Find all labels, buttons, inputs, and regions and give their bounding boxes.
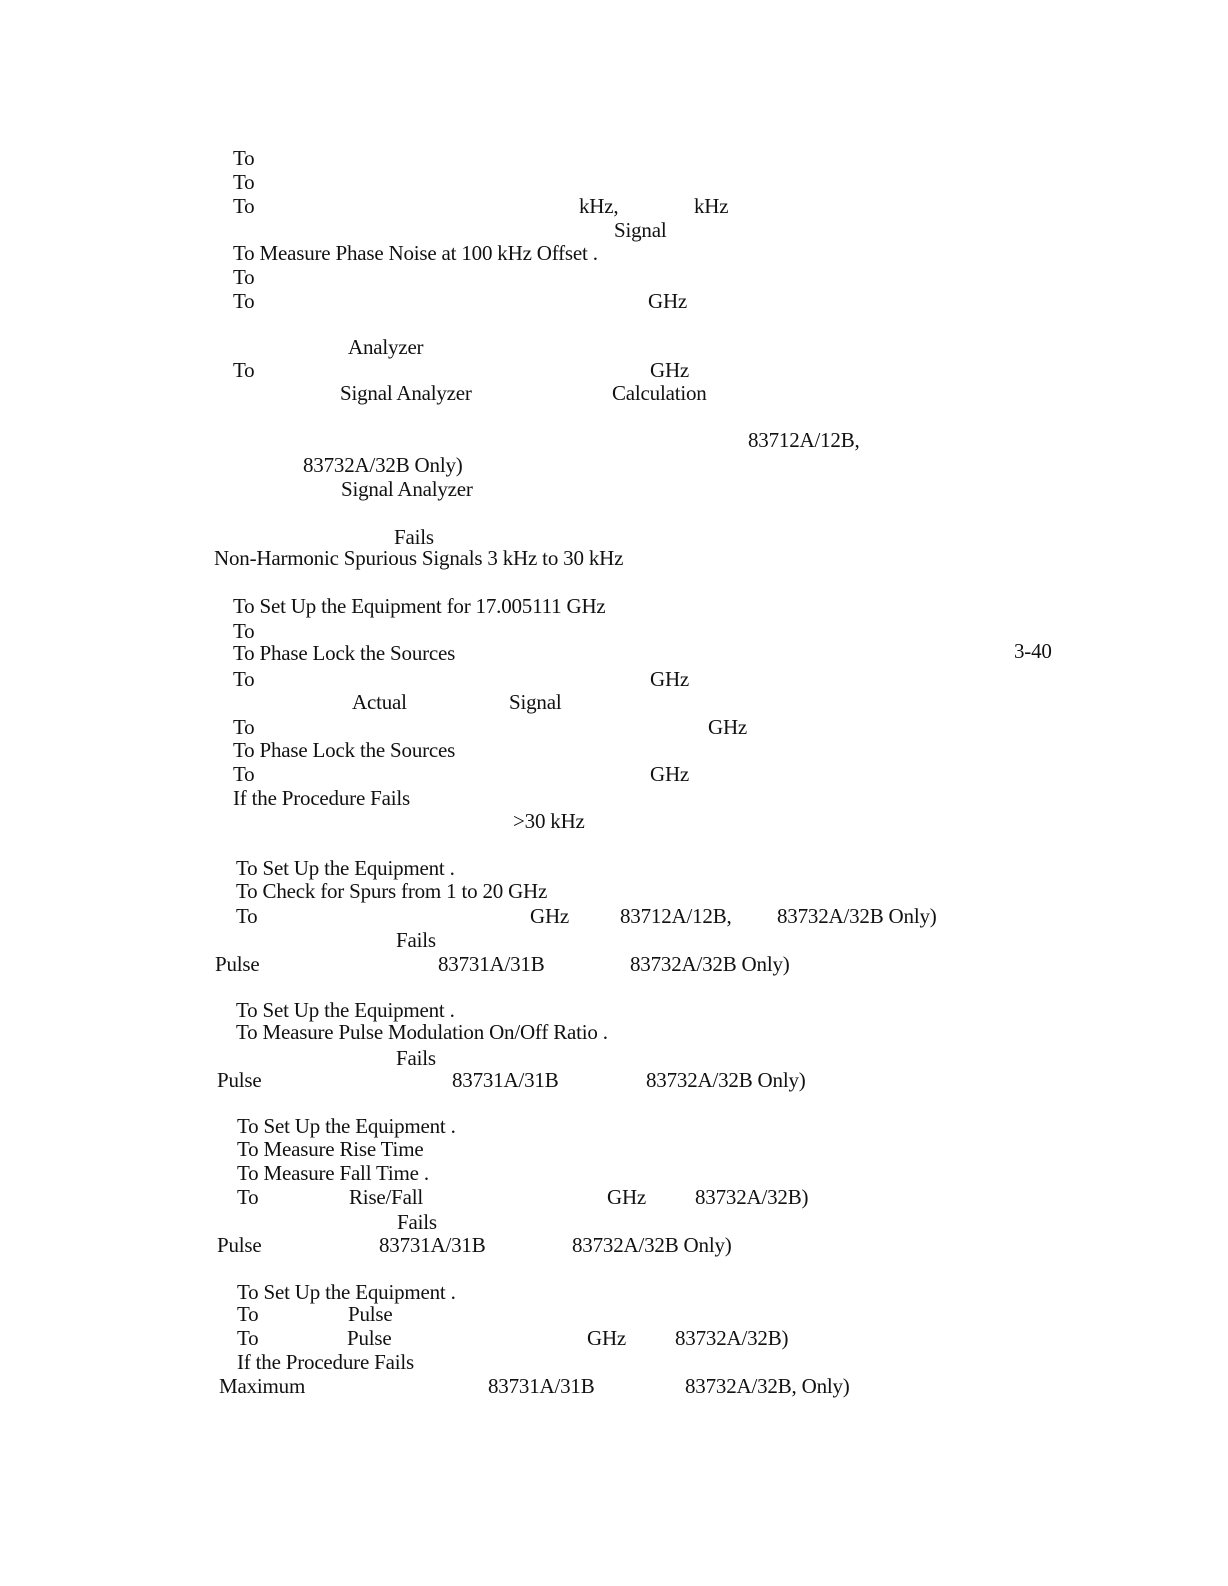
toc-text: To bbox=[237, 1185, 259, 1209]
toc-text: Fails bbox=[396, 928, 436, 952]
toc-text: To Set Up the Equipment . bbox=[236, 856, 455, 880]
toc-text: To bbox=[233, 619, 255, 643]
toc-text: 83732A/32B Only) bbox=[303, 453, 463, 477]
toc-text: To Set Up the Equipment . bbox=[236, 998, 455, 1022]
toc-text: To bbox=[233, 194, 255, 218]
toc-text: 83731A/31B bbox=[438, 952, 545, 976]
toc-text: 83731A/31B bbox=[452, 1068, 559, 1092]
toc-text: Calculation bbox=[612, 381, 707, 405]
toc-text: To Measure Fall Time . bbox=[237, 1161, 429, 1185]
toc-text: 83732A/32B) bbox=[675, 1326, 789, 1350]
toc-text: To bbox=[233, 146, 255, 170]
toc-text: GHz bbox=[650, 762, 690, 786]
toc-text: 83732A/32B Only) bbox=[646, 1068, 806, 1092]
toc-text: Signal bbox=[509, 690, 562, 714]
toc-text: Pulse bbox=[217, 1233, 262, 1257]
toc-text: To bbox=[237, 1326, 259, 1350]
toc-text: If the Procedure Fails bbox=[237, 1350, 414, 1374]
toc-text: Signal bbox=[614, 218, 667, 242]
toc-text: To bbox=[233, 762, 255, 786]
toc-text: To Phase Lock the Sources bbox=[233, 641, 456, 665]
toc-text: To bbox=[233, 715, 255, 739]
toc-text: GHz bbox=[530, 904, 570, 928]
toc-text: To bbox=[233, 170, 255, 194]
toc-text: Fails bbox=[397, 1210, 437, 1234]
toc-text: kHz, bbox=[579, 194, 619, 218]
toc-text: Pulse bbox=[347, 1326, 392, 1350]
toc-text: To bbox=[233, 265, 255, 289]
toc-text: Actual bbox=[352, 690, 407, 714]
toc-text: To bbox=[233, 289, 255, 313]
toc-text: 83732A/32B Only) bbox=[572, 1233, 732, 1257]
toc-text: kHz bbox=[694, 194, 729, 218]
toc-text: To bbox=[237, 1302, 259, 1326]
toc-text: Fails bbox=[394, 525, 434, 549]
toc-text: If the Procedure Fails bbox=[233, 786, 410, 810]
toc-text: Non-Harmonic Spurious Signals 3 kHz to 30 kHz bbox=[214, 546, 624, 570]
toc-text: 83712A/12B, bbox=[748, 428, 860, 452]
toc-text: GHz bbox=[708, 715, 748, 739]
toc-text: 83732A/32B Only) bbox=[630, 952, 790, 976]
toc-text: To bbox=[233, 667, 255, 691]
toc-text: To Measure Rise Time bbox=[237, 1137, 424, 1161]
toc-text: 83732A/32B, Only) bbox=[685, 1374, 850, 1398]
toc-text: Maximum bbox=[219, 1374, 306, 1398]
toc-text: 83731A/31B bbox=[488, 1374, 595, 1398]
toc-text: Fails bbox=[396, 1046, 436, 1070]
toc-text: >30 kHz bbox=[513, 809, 585, 833]
toc-text: 83732A/32B) bbox=[695, 1185, 809, 1209]
toc-text: GHz bbox=[648, 289, 688, 313]
toc-text: Pulse bbox=[348, 1302, 393, 1326]
toc-text: To bbox=[233, 358, 255, 382]
page-number: 3-40 bbox=[1014, 639, 1052, 663]
toc-text: Signal Analyzer bbox=[340, 381, 472, 405]
toc-text: Signal Analyzer bbox=[341, 477, 473, 501]
toc-text: Pulse bbox=[217, 1068, 262, 1092]
toc-text: Analyzer bbox=[348, 335, 424, 359]
toc-text: 83712A/12B, bbox=[620, 904, 732, 928]
toc-text: GHz bbox=[650, 358, 690, 382]
toc-text: To Phase Lock the Sources bbox=[233, 738, 456, 762]
toc-text: To bbox=[236, 904, 258, 928]
toc-text: GHz bbox=[587, 1326, 627, 1350]
toc-text: GHz bbox=[650, 667, 690, 691]
toc-text: To Set Up the Equipment . bbox=[237, 1280, 456, 1304]
toc-text: To Set Up the Equipment for 17.005111 GHz bbox=[233, 594, 606, 618]
toc-text: 83732A/32B Only) bbox=[777, 904, 937, 928]
toc-text: GHz bbox=[607, 1185, 647, 1209]
toc-text: Pulse bbox=[215, 952, 260, 976]
toc-text: 83731A/31B bbox=[379, 1233, 486, 1257]
toc-text: To Check for Spurs from 1 to 20 GHz bbox=[236, 879, 548, 903]
toc-text: To Set Up the Equipment . bbox=[237, 1114, 456, 1138]
toc-text: To Measure Pulse Modulation On/Off Ratio . bbox=[236, 1020, 608, 1044]
toc-text: Rise/Fall bbox=[349, 1185, 424, 1209]
toc-text: To Measure Phase Noise at 100 kHz Offset . bbox=[233, 241, 598, 265]
